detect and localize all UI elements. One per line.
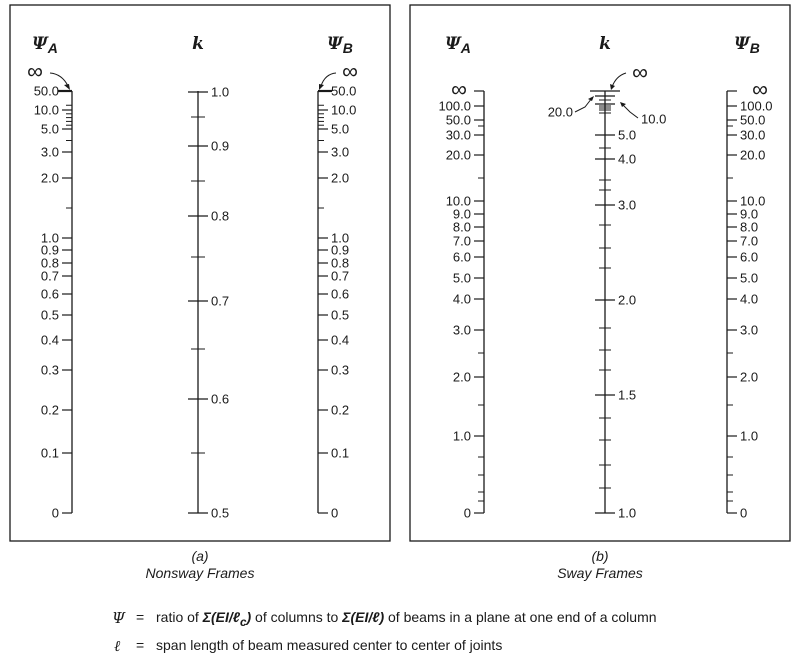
a-psiA-tick-label: 0.7	[40, 268, 59, 284]
b-psiA-axis-symbol: $\Psi_A$	[445, 34, 471, 56]
b-psiA-tick-label: 2.0	[452, 369, 471, 385]
a-psiB-tick-label: 0.1	[331, 445, 350, 461]
a-psiB-tick-label: 0.8	[331, 255, 350, 271]
panel-a-label: (a)	[191, 548, 209, 564]
b-psiB-tick-label: 7.0	[740, 233, 759, 249]
a-psiA-tick-label: 0.9	[40, 242, 59, 258]
a-psiB-tick-label: 0.9	[331, 242, 350, 258]
b-psiA-axis-subscript: A	[460, 40, 471, 56]
a-psiB-tick-label: 0.5	[331, 307, 350, 323]
b-psiA-tick-label: 6.0	[452, 249, 471, 265]
a-psiB-tick-label: 0.6	[331, 286, 350, 302]
b-psiB-tick-label: 1.0	[740, 428, 759, 444]
b-psiA-tick-label: 20.0	[445, 147, 471, 163]
a-psiB-tick-label: 0.4	[331, 332, 350, 348]
b-psiA-tick-label: 3.0	[452, 322, 471, 338]
a-psiB-tick-label: 3.0	[331, 144, 350, 160]
panel-b-title: Sway Frames	[557, 565, 643, 581]
legend-psi-part3: of beams in a plane at one end of a column	[384, 609, 657, 625]
b-psiA-tick-label: 5.0	[452, 270, 471, 286]
a-psiB-infinity-label: ∞	[342, 58, 358, 84]
a-psiA-tick-label: 0.4	[40, 332, 59, 348]
b-k-infinity-label: ∞	[632, 59, 648, 85]
a-psiB-tick-label: 0	[331, 505, 339, 521]
a-psiB-axis-subscript: B	[342, 40, 353, 56]
b-psiA-tick-label: 30.0	[445, 127, 471, 143]
a-psiA-tick-label: 0.6	[40, 286, 59, 302]
b-psiA-tick-label: 50.0	[445, 112, 471, 128]
legend-psi-symbol: Ψ	[112, 609, 126, 627]
panel-b-label: (b)	[591, 548, 609, 564]
b-psiB-tick-label: 5.0	[740, 270, 759, 286]
a-k-axis-symbol: k	[192, 34, 204, 54]
a-k-tick-label: 0.6	[211, 391, 230, 407]
b-psiB-tick-label: 30.0	[740, 127, 766, 143]
a-psiA-axis-subscript: A	[47, 40, 58, 56]
a-k-tick-label: 0.7	[211, 293, 230, 309]
b-psiB-tick-label: 4.0	[740, 291, 759, 307]
b-k-tick-label: 1.0	[618, 505, 637, 521]
legend-ell-text: span length of beam measured center to center of joints	[156, 637, 503, 653]
b-psiB-tick-label: 3.0	[740, 322, 759, 338]
legend-psi-part1: ratio of	[156, 609, 203, 625]
b-psiA-tick-label: 8.0	[452, 219, 471, 235]
panel-a-caption	[100, 548, 300, 582]
b-psiA-tick-label: 7.0	[452, 233, 471, 249]
b-psiA-tick-label: 10.0	[445, 193, 471, 209]
a-psiB-tick-label: 0.7	[331, 268, 350, 284]
a-psiB-tick-label: 0.3	[331, 362, 350, 378]
a-psiB-tick-label: 10.0	[331, 102, 357, 118]
legend-psi-sum2: Σ(EI/ℓ)	[342, 609, 385, 625]
a-psiA-tick-label: 2.0	[40, 170, 59, 186]
b-psiB-tick-label: 2.0	[740, 369, 759, 385]
legend-psi-close1: )	[246, 609, 252, 625]
b-psiA-tick-label: 1.0	[452, 428, 471, 444]
panel-b-caption	[500, 548, 700, 582]
b-k-tick-label: 2.0	[618, 292, 637, 308]
b-psiB-axis-subscript: B	[749, 40, 760, 56]
b-psiB-tick-label: 9.0	[740, 206, 759, 222]
b-k-tick-label: 3.0	[618, 197, 637, 213]
legend-ell-eq: =	[136, 637, 145, 653]
a-k-tick-label: 1.0	[211, 84, 230, 100]
a-psiA-tick-label: 0.2	[40, 402, 59, 418]
b-psiB-tick-label: 6.0	[740, 249, 759, 265]
a-k-tick-label: 0.5	[211, 505, 230, 521]
b-psiB-tick-label: 8.0	[740, 219, 759, 235]
b-psiA-infinity-label: ∞	[451, 76, 467, 102]
a-psiA-tick-label: 10.0	[33, 102, 59, 118]
b-k-tick-label: 5.0	[618, 127, 637, 143]
a-psiA-tick-label: 0.5	[40, 307, 59, 323]
b-k-callout-10-arrow	[620, 102, 626, 107]
a-psiA-axis-symbol: $\Psi_A$	[32, 34, 58, 56]
b-k-callout-10-leader	[622, 104, 638, 118]
a-psiB-tick-label: 0.2	[331, 402, 350, 418]
a-psiA-infinity-label: ∞	[27, 58, 43, 84]
a-psiB-axis-symbol: $\Psi_B$	[327, 34, 353, 56]
b-psiA-tick-label: 0	[463, 505, 471, 521]
a-psiB-tick-label: 1.0	[331, 230, 350, 246]
a-psiA-infinity-arrow	[64, 84, 70, 90]
a-psiA-tick-label: 0.1	[40, 445, 59, 461]
a-psiA-tick-label: 5.0	[40, 121, 59, 137]
legend-psi-part2: of columns to	[251, 609, 343, 625]
legend-psi-text	[156, 609, 657, 629]
a-psiB-tick-label: 50.0	[331, 83, 357, 99]
legend-psi-sub: c	[239, 615, 247, 629]
panel-a-title: Nonsway Frames	[145, 565, 255, 581]
b-k-callout-20-label: 20.0	[547, 104, 573, 120]
b-psiB-axis-symbol: $\Psi_B$	[734, 34, 760, 56]
legend-ell-symbol: ℓ	[114, 637, 121, 655]
b-k-callout-10-label: 10.0	[641, 111, 667, 127]
a-psiB-infinity-arrow	[319, 84, 324, 90]
b-psiB-tick-label: 50.0	[740, 112, 766, 128]
a-psiA-tick-label: 0.3	[40, 362, 59, 378]
b-k-infinity-leader	[612, 73, 626, 87]
a-psiA-tick-label: 50.0	[33, 83, 59, 99]
b-k-tick-label: 4.0	[618, 151, 637, 167]
b-k-axis-symbol: k	[599, 34, 611, 54]
b-k-tick-label: 1.5	[618, 387, 637, 403]
b-psiB-tick-label: 10.0	[740, 193, 766, 209]
a-psiA-tick-label: 0.8	[40, 255, 59, 271]
b-psiB-infinity-label: ∞	[752, 76, 768, 102]
legend-psi-eq: =	[136, 609, 145, 625]
legend-psi-sum1: Σ(EI/ℓ	[202, 609, 240, 625]
b-psiB-tick-label: 20.0	[740, 147, 766, 163]
a-psiA-tick-label: 0	[51, 505, 59, 521]
a-k-tick-label: 0.9	[211, 138, 230, 154]
a-psiA-tick-label: 3.0	[40, 144, 59, 160]
b-psiB-tick-label: 0	[740, 505, 748, 521]
a-psiB-tick-label: 2.0	[331, 170, 350, 186]
a-psiA-tick-label: 1.0	[40, 230, 59, 246]
b-psiA-tick-label: 4.0	[452, 291, 471, 307]
b-psiB-tick-label: 100.0	[740, 98, 773, 114]
b-k-callout-20-arrow	[588, 96, 594, 101]
b-k-callout-20-leader	[575, 98, 592, 112]
a-k-tick-label: 0.8	[211, 208, 230, 224]
b-psiA-tick-label: 9.0	[452, 206, 471, 222]
a-psiB-tick-label: 5.0	[331, 121, 350, 137]
b-psiA-tick-label: 100.0	[438, 98, 471, 114]
